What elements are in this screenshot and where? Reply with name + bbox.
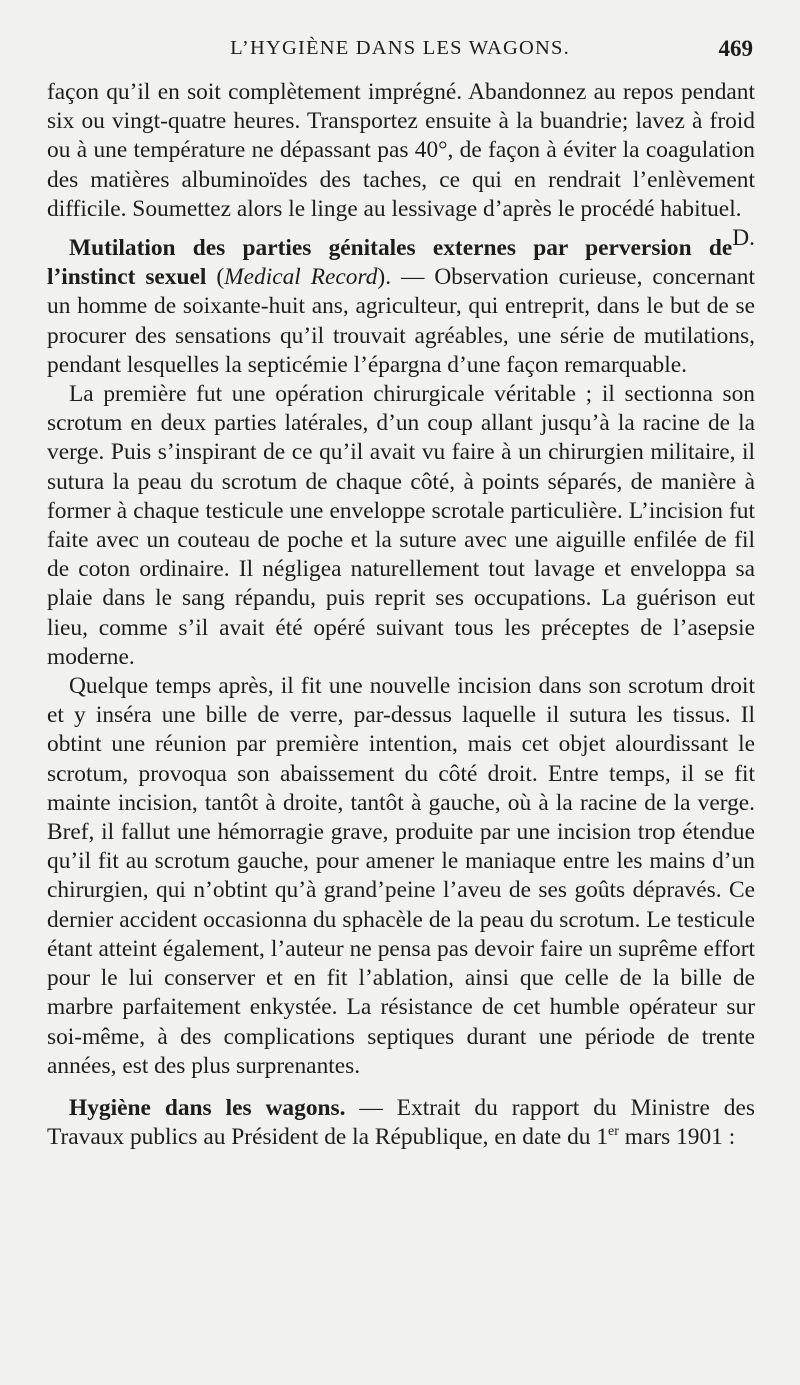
- paragraph-text: — Extrait du rapport du Ministre des Travaux publics au Président de la République, en date du 1: [47, 1094, 755, 1151]
- section-spacer: [47, 224, 755, 234]
- paragraph-text: Observation curieuse, concernant un homme de soixante-huit ans, agriculteur, qui entreprit, dans le but de se procurer des sensations qu’il trouvait agréables, une série de mutilations, pendant lesquelles la septicémie l’épargna d’une façon remarquable.: [47, 264, 755, 378]
- page-header: [47, 34, 753, 64]
- page-body: [47, 78, 755, 1152]
- section-heading: Mutilation des parties génitales externes par perversion de l’instinct sexuel: [47, 235, 733, 291]
- page-number: 469: [718, 36, 753, 61]
- article-intro-paragraph: [47, 1094, 755, 1152]
- paragraph-text: façon qu’il en soit complètement imprégné. Abandonnez au repos pendant six ou vingt-quatre heures. Transportez ensuite à la buandrie; lavez à froid ou à une température ne dépassant pas 40°, de façon à éviter la coagulation des matières albuminoïdes des taches, ce qui en rendrait l’enlèvement difficile. Soumettez alors le linge au lessivage d’après le procédé habituel.: [47, 79, 755, 222]
- source-close: ). —: [377, 264, 435, 291]
- continued-paragraph: [47, 78, 755, 252]
- section-heading: Hygiène dans les wagons.: [69, 1094, 346, 1121]
- body-paragraph: La première fut une opération chirurgicale véritable ; il sectionna son scrotum en deux parties latérales, d’un coup allant jusqu’à la racine de la verge. Puis s’inspirant de ce qu’il avait vu faire à un chirurgien militaire, il sutura la peau du scrotum de chaque côté, à points séparés, de manière à former à chaque testicule une enveloppe scrotale particulière. L’incision fut faite avec un couteau de poche et la suture avec une aiguille enfilée de fil de coton ordinaire. Il négligea naturellement tout lavage et enveloppa sa plaie dans le sang répandu, puis reprit ses occupations. La guérison eut lieu, comme s’il avait été opéré suivant tous les préceptes de l’asepsie moderne.: [47, 381, 755, 670]
- superscript: er: [608, 1124, 619, 1140]
- author-signature: D.: [732, 225, 755, 252]
- article-intro-paragraph: [47, 234, 755, 380]
- body-paragraph: Quelque temps après, il fit une nouvelle incision dans son scrotum droit et y inséra une bille de verre, par-dessus laquelle il sutura les tissus. Il obtint une réunion par première intention, mais cet objet alourdissant le scrotum, provoqua son abaissement du côté droit. Entre temps, il se fit mainte incision, tantôt à droite, tantôt à gauche, où à la racine de la verge. Bref, il fallut une hémorragie grave, produite par une incision trop étendue qu’il fit au scrotum gauche, pour amener le maniaque entre les mains d’un chirurgien, qui n’obtint qu’à grand’peine l’aveu de ses goûts dépravés. Ce dernier accident occasionna du sphacèle de la peau du scrotum. Le testicule étant atteint également, l’auteur ne pensa pas devoir faire un suprême effort pour le lui conserver et en fit l’ablation, ainsi que celle de la bille de marbre parfaitement enkystée. La résistance de cet humble opérateur sur soi-même, à des complications septiques durant une période de trente années, est des plus surprenantes.: [47, 673, 755, 1079]
- source-title: Medical Record: [224, 264, 378, 291]
- running-head: L’HYGIÈNE DANS LES WAGONS.: [230, 37, 570, 59]
- paragraph-text: mars 1901 :: [618, 1124, 736, 1151]
- section-spacer: [47, 1081, 755, 1094]
- source-open: (: [206, 264, 225, 291]
